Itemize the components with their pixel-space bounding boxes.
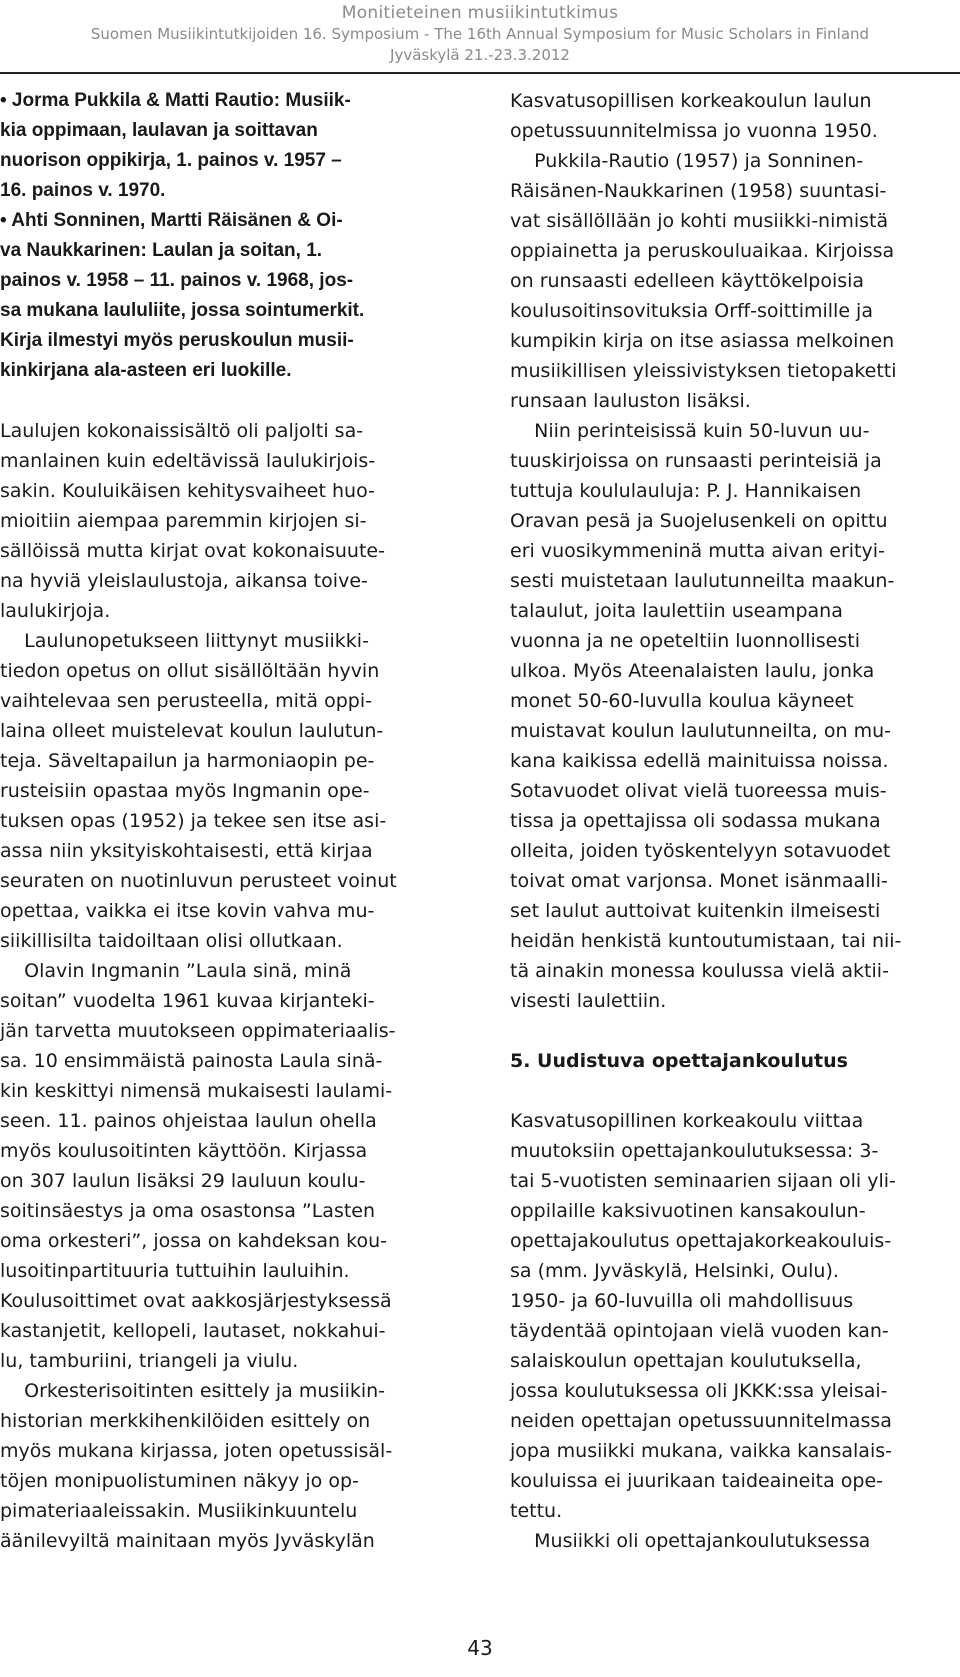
text-line: ulkoa. Myös Ateenalaisten laulu, jonka	[510, 660, 875, 682]
text-line: • Ahti Sonninen, Martti Räisänen & Oi-	[0, 210, 343, 231]
text-line: soitan” vuodelta 1961 kuvaa kirjanteki-	[0, 990, 375, 1012]
text-line: seen. 11. painos ohjeistaa laulun ohella	[0, 1110, 377, 1132]
text-line: tä ainakin monessa koulussa vielä aktii-	[510, 960, 889, 982]
right-column	[510, 86, 940, 1556]
text-line: on runsaasti edelleen käyttökelpoisia	[510, 270, 865, 292]
text-line: vat sisällöllään jo kohti musiikki-nimistä	[510, 210, 889, 232]
text-line: manlainen kuin edeltävissä laulukirjois-	[0, 450, 376, 472]
paragraph	[510, 146, 940, 416]
text-line: seuraten on nuotinluvun perusteet voinut	[0, 870, 397, 892]
paragraph	[510, 86, 940, 146]
text-line: jossa koulutuksessa oli JKKK:ssa yleisai-	[510, 1380, 888, 1402]
text-line: Kirja ilmestyi myös peruskoulun musii-	[0, 330, 354, 351]
text-line: kana kaikissa edellä mainituissa noissa.	[510, 750, 889, 772]
header-place-date: Jyväskylä 21.-23.3.2012	[390, 46, 570, 64]
text-line: siikillisilta taidoiltaan olisi ollutkaan.	[0, 930, 343, 952]
text-line: vuonna ja ne opeteltiin luonnollisesti	[510, 630, 860, 652]
bullet-item-1	[0, 86, 448, 206]
text-line: toivat omat varjonsa. Monet isänmaalli-	[510, 870, 888, 892]
text-line: kinkirjana ala-asteen eri luokille.	[0, 360, 292, 381]
text-line: kouluissa ei juurikaan taideaineita ope-	[510, 1470, 883, 1492]
header-title: Monitieteinen musiikintutkimus	[341, 3, 619, 23]
text-line: historian merkkihenkilöiden esittely on	[0, 1410, 371, 1432]
text-line: oppiainetta ja peruskouluaikaa. Kirjoissa	[510, 240, 895, 262]
text-line: visesti laulettiin.	[510, 990, 667, 1012]
text-line: Pukkila-Rautio (1957) ja Sonninen-	[510, 150, 864, 172]
text-line: teja. Säveltapailun ja harmoniaopin pe-	[0, 750, 375, 772]
text-line: opetussuunnitelmissa jo vuonna 1950.	[510, 120, 878, 142]
paragraph	[510, 416, 940, 1016]
text-line: 1950- ja 60-luvuilla oli mahdollisuus	[510, 1290, 854, 1312]
paragraph	[510, 1106, 940, 1526]
text-line: sa mukana laululiite, jossa sointumerkit.	[0, 300, 365, 321]
text-line: Sotavuodet olivat vielä tuoreessa muis-	[510, 780, 887, 802]
text-line: Laulujen kokonaissisältö oli paljolti sa-	[0, 420, 364, 442]
text-line: Räisänen-Naukkarinen (1958) suuntasi-	[510, 180, 887, 202]
text-line: Oravan pesä ja Suojelusenkeli on opittu	[510, 510, 888, 532]
text-line: tuttuja koululauluja: P. J. Hannikaisen	[510, 480, 862, 502]
running-header	[0, 0, 960, 66]
text-line: olleita, joiden työskentelyyn sotavuodet	[510, 840, 891, 862]
text-line: kastanjetit, kellopeli, lautaset, nokkahui-	[0, 1320, 386, 1342]
paragraph	[0, 626, 448, 956]
text-line: vaihtelevaa sen perusteella, mitä oppi-	[0, 690, 372, 712]
text-line: laina olleet muistelevat koulun laulutun-	[0, 720, 384, 742]
text-line: muistavat koulun laulutunneilta, on mu-	[510, 720, 891, 742]
text-line: 16. painos v. 1970.	[0, 180, 166, 201]
text-line: soitinsäestys ja oma osastonsa ”Lasten	[0, 1200, 376, 1222]
text-line: sa. 10 ensimmäistä painosta Laula sinä-	[0, 1050, 383, 1072]
bullet-item-2	[0, 206, 448, 386]
text-line: koulusoitinsovituksia Orff-soittimille ja	[510, 300, 873, 322]
text-line: talaulut, joita laulettiin useampana	[510, 600, 843, 622]
header-rule	[0, 72, 960, 74]
text-line: nuorison oppikirja, 1. painos v. 1957 –	[0, 150, 342, 171]
text-line: töjen monipuolistuminen näkyy jo op-	[0, 1470, 359, 1492]
text-line: jopa musiikki mukana, vaikka kansalais-	[510, 1440, 892, 1462]
text-line: rusteisiin opastaa myös Ingmanin ope-	[0, 780, 370, 802]
text-line: sakin. Kouluikäisen kehitysvaiheet huo-	[0, 480, 375, 502]
text-line: runsaan lauluston lisäksi.	[510, 390, 751, 412]
text-line: painos v. 1958 – 11. painos v. 1968, jos-	[0, 270, 354, 291]
text-line: myös koulusoitinten käyttöön. Kirjassa	[0, 1140, 368, 1162]
text-line: Niin perinteisissä kuin 50-luvun uu-	[510, 420, 870, 442]
text-line: jän tarvetta muutokseen oppimateriaalis-	[0, 1020, 396, 1042]
text-line: • Jorma Pukkila & Matti Rautio: Musiik-	[0, 90, 351, 111]
text-line: sesti muistetaan laulutunneilta maakun-	[510, 570, 895, 592]
text-line: tissa ja opettajissa oli sodassa mukana	[510, 810, 881, 832]
text-line: tai 5-vuotisten seminaarien sijaan oli yli-	[510, 1170, 896, 1192]
text-line: heidän henkistä kuntoutumistaan, tai nii-	[510, 930, 902, 952]
text-line: oppilaille kaksivuotinen kansakoulun-	[510, 1200, 866, 1222]
text-line: Musiikki oli opettajankoulutuksessa	[510, 1530, 871, 1552]
text-line: sa (mm. Jyväskylä, Helsinki, Oulu).	[510, 1260, 839, 1282]
text-line: lu, tamburiini, triangeli ja viulu.	[0, 1350, 299, 1372]
text-line: pimateriaaleissakin. Musiikinkuuntelu	[0, 1500, 358, 1522]
text-line: opettajakoulutus opettajakorkeakouluis-	[510, 1230, 892, 1252]
text-line: opettaa, vaikka ei itse kovin vahva mu-	[0, 900, 375, 922]
page-number: 43	[467, 1636, 493, 1660]
text-line: assa niin yksityiskohtaisesti, että kirjaa	[0, 840, 373, 862]
text-line: na hyviä yleislaulustoja, aikansa toive-	[0, 570, 368, 592]
text-line: kumpikin kirja on itse asiassa melkoinen	[510, 330, 895, 352]
text-line: kia oppimaan, laulavan ja soittavan	[0, 120, 318, 141]
text-line: Koulusoittimet ovat aakkosjärjestyksessä	[0, 1290, 392, 1312]
paragraph	[0, 1376, 448, 1556]
section-heading: 5. Uudistuva opettajankoulutus	[510, 1050, 848, 1072]
text-line: Olavin Ingmanin ”Laula sinä, minä	[0, 960, 352, 982]
text-line: Kasvatusopillinen korkeakoulu viittaa	[510, 1110, 864, 1132]
paragraph	[0, 416, 448, 626]
text-line: mioitiin aiempaa paremmin kirjojen si-	[0, 510, 367, 532]
text-line: monet 50-60-luvulla koulua käyneet	[510, 690, 854, 712]
text-line: on 307 laulun lisäksi 29 lauluun koulu-	[0, 1170, 366, 1192]
text-line: Laulunopetukseen liittynyt musiikki-	[0, 630, 369, 652]
text-line: äänilevyiltä mainitaan myös Jyväskylän	[0, 1530, 375, 1552]
text-line: salaiskoulun opettajan koulutuksella,	[510, 1350, 862, 1372]
paragraph	[0, 956, 448, 1376]
text-line: tuksen opas (1952) ja tekee sen itse asi-	[0, 810, 387, 832]
text-line: täydentää opintojaan vielä vuoden kan-	[510, 1320, 889, 1342]
text-line: Kasvatusopillisen korkeakoulun laulun	[510, 90, 872, 112]
text-line: musiikillisen yleissivistyksen tietopaketti	[510, 360, 897, 382]
paragraph	[510, 1526, 940, 1556]
text-line: lusoitinpartituuria tuttuihin lauluihin.	[0, 1260, 350, 1282]
header-subtitle: Suomen Musiikintutkijoiden 16. Symposium - The 16th Annual Symposium for Music Scholars in Finland	[90, 25, 870, 43]
text-line: sällöissä mutta kirjat ovat kokonaisuute-	[0, 540, 385, 562]
text-line: neiden opettajan opetussuunnitelmassa	[510, 1410, 892, 1432]
text-line: tettu.	[510, 1500, 563, 1522]
left-column	[0, 86, 448, 1556]
text-line: myös mukana kirjassa, joten opetussisäl-	[0, 1440, 393, 1462]
text-line: oma orkesteri”, jossa on kahdeksan kou-	[0, 1230, 387, 1252]
text-line: laulukirjoja.	[0, 600, 111, 622]
text-line: tiedon opetus on ollut sisällöltään hyvin	[0, 660, 380, 682]
text-line: Orkesterisoitinten esittely ja musiikin-	[0, 1380, 386, 1402]
text-line: kin keskittyi nimensä mukaisesti laulami-	[0, 1080, 393, 1102]
text-line: eri vuosikymmeninä mutta aivan erityi-	[510, 540, 885, 562]
text-line: va Naukkarinen: Laulan ja soitan, 1.	[0, 240, 323, 261]
text-line: tuuskirjoissa on runsaasti perinteisiä ja	[510, 450, 882, 472]
text-line: set laulut auttoivat kuitenkin ilmeisesti	[510, 900, 881, 922]
text-line: muutoksiin opettajankoulutuksessa: 3-	[510, 1140, 879, 1162]
